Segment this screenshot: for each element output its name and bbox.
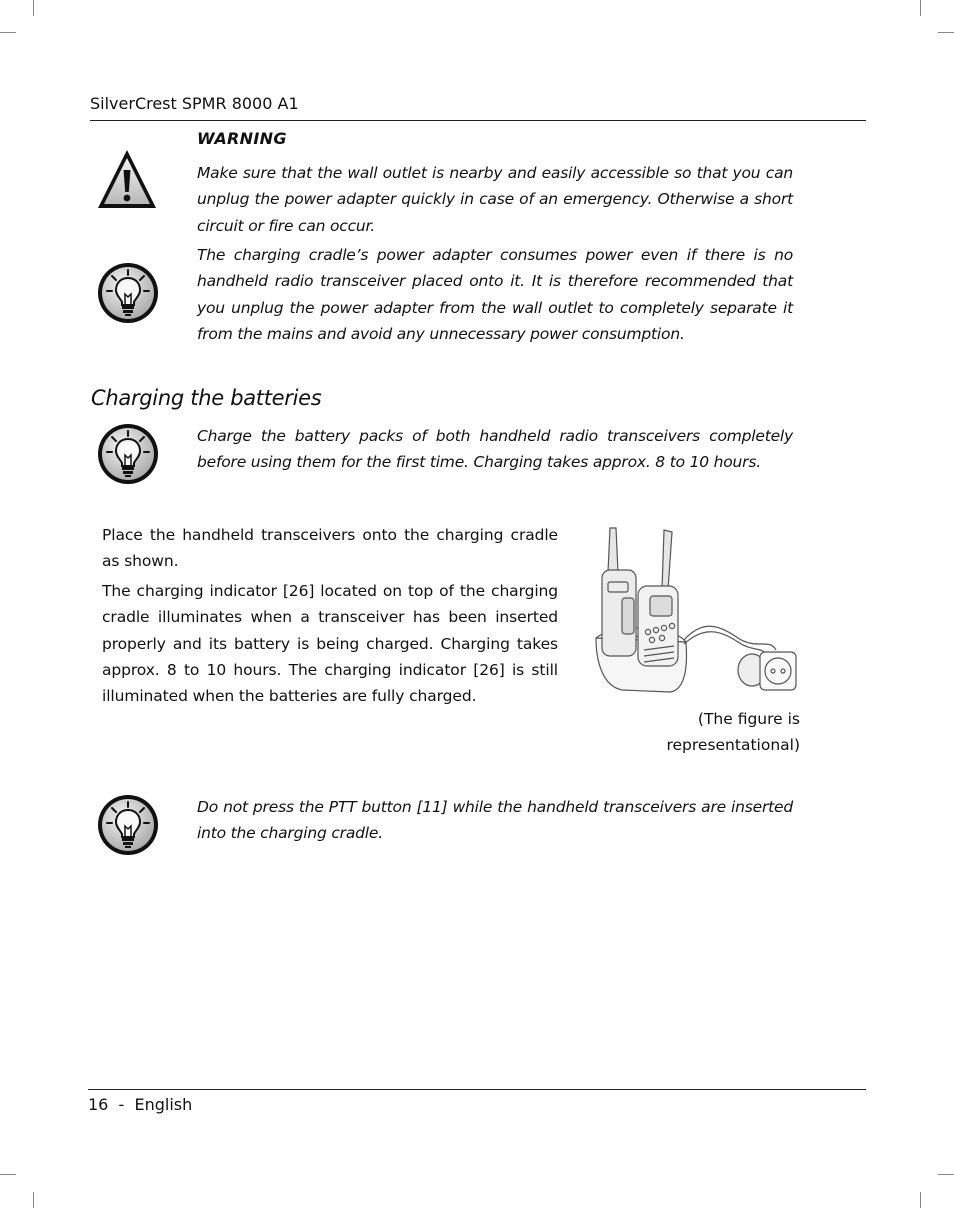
- charging-cradle-illustration: [592, 520, 802, 698]
- warning-triangle-icon: [96, 148, 158, 210]
- crop-mark: [0, 32, 16, 33]
- first-charge-note: Charge the battery packs of both handheld radio transceivers completely before using them for the first time. Charging takes approx. 8 to 10 hours.: [197, 427, 793, 472]
- body-paragraph-1: Place the handheld transceivers onto the charging cradle as shown.: [102, 526, 558, 571]
- warning-title: WARNING: [197, 129, 287, 148]
- page-footer: [88, 1089, 866, 1114]
- figure-caption: [650, 706, 800, 759]
- crop-mark: [0, 1174, 16, 1175]
- section-title: Charging the batteries: [91, 386, 322, 410]
- figure-caption-line-1: (The figure is: [697, 710, 800, 728]
- crop-mark: [920, 0, 921, 16]
- crop-mark: [33, 0, 34, 16]
- lightbulb-icon: [97, 262, 159, 324]
- ptt-note: Do not press the PTT button [11] while the handheld transceivers are inserted into the charging cradle.: [197, 798, 793, 843]
- header-title: SilverCrest SPMR 8000 A1: [90, 94, 299, 113]
- power-consumption-note: The charging cradle’s power adapter consumes power even if there is no handheld radio transceiver placed onto it. It is therefore recommended that you unplug the power adapter from the wall outlet to completely separate it from the mains and avoid any unnecessary power consumption.: [197, 246, 793, 343]
- lightbulb-icon: [97, 794, 159, 856]
- page-header: [90, 93, 866, 121]
- crop-mark: [33, 1192, 34, 1208]
- crop-mark: [938, 1174, 954, 1175]
- crop-mark: [938, 32, 954, 33]
- figure-caption-line-2: representational): [666, 736, 800, 755]
- crop-mark: [920, 1192, 921, 1208]
- page-number-label: 16 - English: [88, 1095, 193, 1114]
- body-paragraph-2: The charging indicator [26] located on top of the charging cradle illuminates when a transceiver has been inserted properly and its battery is being charged. Charging takes approx. 8 to 10 hours. The charging indicator [26] is still illuminated when the batteries are fully charged.: [102, 582, 558, 706]
- warning-text: Make sure that the wall outlet is nearby and easily accessible so that you can unplug the power adapter quickly in case of an emergency. Otherwise a short circuit or fire can occur.: [197, 164, 793, 235]
- lightbulb-icon: [97, 423, 159, 485]
